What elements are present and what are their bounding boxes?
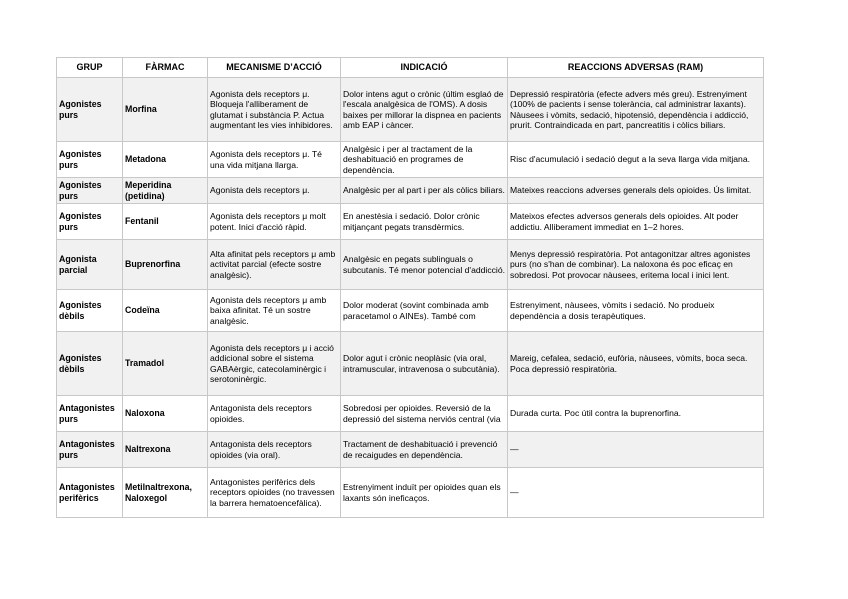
drug-cell: Metilnaltrexona, Naloxegol — [123, 468, 208, 518]
mechanism-cell: Antagonista dels receptors opioides (via oral). — [208, 432, 341, 468]
header-drug: FÀRMAC — [123, 58, 208, 78]
drug-cell: Fentanil — [123, 204, 208, 240]
indication-cell: En anestèsia i sedació. Dolor crònic mitjançant pegats transdèrmics. — [341, 204, 508, 240]
drug-cell: Morfina — [123, 78, 208, 142]
mechanism-cell: Agonista dels receptors μ. Té una vida mitjana llarga. — [208, 142, 341, 178]
drug-cell: Meperidina (petidina) — [123, 178, 208, 204]
drug-cell: Naloxona — [123, 396, 208, 432]
group-cell: Agonistes dèbils — [57, 332, 123, 396]
table-row — [57, 240, 764, 290]
indication-cell: Dolor agut i crònic neoplàsic (via oral, intramuscular, intravenosa o subcutània). — [341, 332, 508, 396]
indication-cell: Estrenyiment induït per opioides quan els laxants són ineficaços. — [341, 468, 508, 518]
adverse-cell: — — [508, 432, 764, 468]
group-cell: Agonistes purs — [57, 78, 123, 142]
adverse-cell: Mateixes reaccions adverses generals dels opioides. Ús limitat. — [508, 178, 764, 204]
header-group: GRUP — [57, 58, 123, 78]
drug-cell: Buprenorfina — [123, 240, 208, 290]
drug-cell: Naltrexona — [123, 432, 208, 468]
mechanism-cell: Agonista dels receptors μ. Bloqueja l'alliberament de glutamat i substància P. Actua augmentant les vies inhibidores. — [208, 78, 341, 142]
mechanism-cell: Agonista dels receptors μ molt potent. Inici d'acció ràpid. — [208, 204, 341, 240]
indication-cell: Sobredosi per opioides. Reversió de la depressió del sistema nerviós central (via — [341, 396, 508, 432]
adverse-cell: Mareig, cefalea, sedació, eufòria, nàusees, vòmits, boca seca. Poca depressió respiratòria. — [508, 332, 764, 396]
group-cell: Antagonistes purs — [57, 432, 123, 468]
mechanism-cell: Agonista dels receptors μ amb baixa afinitat. Té un sostre analgèsic. — [208, 290, 341, 332]
table-row — [57, 468, 764, 518]
header-indication: INDICACIÓ — [341, 58, 508, 78]
drug-cell: Codeïna — [123, 290, 208, 332]
group-cell: Agonistes dèbils — [57, 290, 123, 332]
adverse-cell: Estrenyiment, nàusees, vòmits i sedació. No produeix dependència a dosis terapèutiques. — [508, 290, 764, 332]
mechanism-cell: Alta afinitat pels receptors μ amb activitat parcial (efecte sostre analgèsic). — [208, 240, 341, 290]
indication-cell: Tractament de deshabituació i prevenció de recaigudes en dependència. — [341, 432, 508, 468]
indication-cell: Analgèsic per al part i per als còlics biliars. — [341, 178, 508, 204]
adverse-cell: Durada curta. Poc útil contra la buprenorfina. — [508, 396, 764, 432]
table-row — [57, 142, 764, 178]
mechanism-cell: Antagonista dels receptors opioides. — [208, 396, 341, 432]
group-cell: Agonista parcial — [57, 240, 123, 290]
indication-cell: Analgèsic en pegats sublinguals o subcutanis. Té menor potencial d'addicció. — [341, 240, 508, 290]
adverse-cell: — — [508, 468, 764, 518]
adverse-cell: Depressió respiratòria (efecte advers més greu). Estrenyiment (100% de pacients i sense tolerància, cal administrar laxants). Nàusees i vòmits, sedació, hipotensió, dependència i addicció, prurit. Contraindicada en part, pancreatitis i còlics biliars. — [508, 78, 764, 142]
mechanism-cell: Antagonistes perifèrics dels receptors opioides (no travessen la barrera hematoencefàlica). — [208, 468, 341, 518]
indication-cell: Analgèsic i per al tractament de la deshabituació en programes de dependència. — [341, 142, 508, 178]
indication-cell: Dolor moderat (sovint combinada amb paracetamol o AINEs). També com — [341, 290, 508, 332]
group-cell: Antagonistes perifèrics — [57, 468, 123, 518]
drug-cell: Metadona — [123, 142, 208, 178]
adverse-cell: Risc d'acumulació i sedació degut a la seva llarga vida mitjana. — [508, 142, 764, 178]
table-row — [57, 78, 764, 142]
adverse-cell: Menys depressió respiratòria. Pot antagonitzar altres agonistes purs (no s'han de combinar). La naloxona és poc eficaç en sobredosi. Pot provocar nàusees, eritema local i inici lent. — [508, 240, 764, 290]
table-row — [57, 432, 764, 468]
table-row — [57, 204, 764, 240]
header-mechanism: MECANISME D’ACCIÓ — [208, 58, 341, 78]
drug-cell: Tramadol — [123, 332, 208, 396]
header-row — [57, 58, 764, 78]
group-cell: Antagonistes purs — [57, 396, 123, 432]
group-cell: Agonistes purs — [57, 142, 123, 178]
mechanism-cell: Agonista dels receptors μ i acció addicional sobre el sistema GABAèrgic, catecolaminèrgic i serotoninèrgic. — [208, 332, 341, 396]
table-row — [57, 396, 764, 432]
header-adverse: REACCIONS ADVERSAS (RAM) — [508, 58, 764, 78]
indication-cell: Dolor intens agut o crònic (últim esglaó de l'escala analgèsica de l'OMS). A dosis baixes per millorar la dispnea en pacients amb EAP i càncer. — [341, 78, 508, 142]
adverse-cell: Mateixos efectes adversos generals dels opioides. Alt poder addictiu. Alliberament immediat en 1–2 hores. — [508, 204, 764, 240]
opioids-table — [56, 57, 764, 518]
group-cell: Agonistes purs — [57, 204, 123, 240]
table-row — [57, 332, 764, 396]
mechanism-cell: Agonista dels receptors μ. — [208, 178, 341, 204]
table-row — [57, 178, 764, 204]
table-row — [57, 290, 764, 332]
group-cell: Agonistes purs — [57, 178, 123, 204]
